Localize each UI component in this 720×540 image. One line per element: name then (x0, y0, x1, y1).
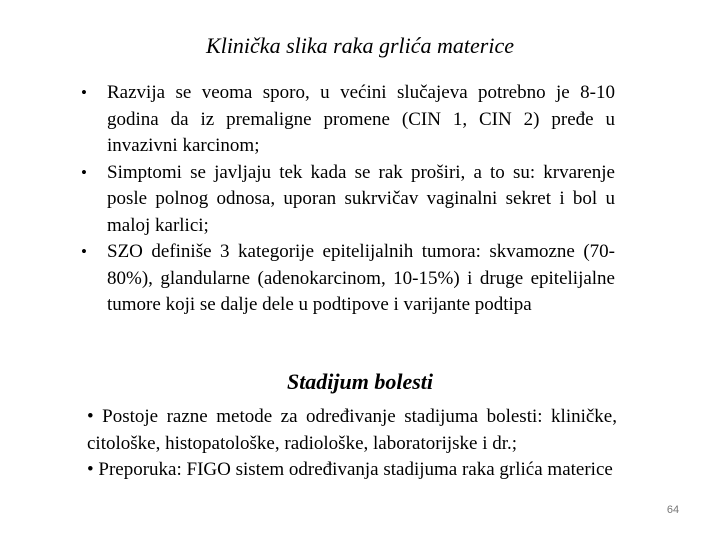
bullet-icon: • (81, 83, 87, 102)
bullet-icon: • (81, 162, 87, 182)
bullet-text: SZO definiše 3 kategorije epitelijalnih tumora: skvamozne (70-80%), glandularne (adenokarcinom, 10-15%) i druge epitelijalne tumore koji se dalje dele u podtipove i varijante podtipa (107, 241, 615, 315)
section-paragraph: • Postoje razne metode za određivanje stadijuma bolesti: kliničke, citološke, histopatološke, radiološke, laboratorijske i dr.; (87, 406, 617, 454)
list-item (81, 80, 615, 160)
bullet-text: Simptomi se javljaju tek kada se rak proširi, a to su: krvarenje posle polnog odnosa, uporan sukrvičav vaginalni sekret i bol u maloj karlici; (107, 161, 615, 236)
slide-number: 64 (666, 504, 680, 516)
section-heading: Stadijum bolesti (286, 369, 434, 394)
list-item (81, 239, 615, 319)
bullet-text: Razvija se veoma sporo, u većini slučajeva potrebno je 8-10 godina da iz premaligne promene (CIN 1, CIN 2) pređe u invazivni karcinom; (107, 82, 615, 156)
bullet-list (81, 80, 615, 319)
slide-title: Klinička slika raka grlića materice (206, 33, 514, 58)
section-paragraph: • Preporuka: FIGO sistem određivanja stadijuma raka grlića materice (87, 459, 613, 480)
section-body (87, 404, 617, 484)
list-item (81, 160, 615, 240)
bullet-icon: • (81, 242, 87, 261)
